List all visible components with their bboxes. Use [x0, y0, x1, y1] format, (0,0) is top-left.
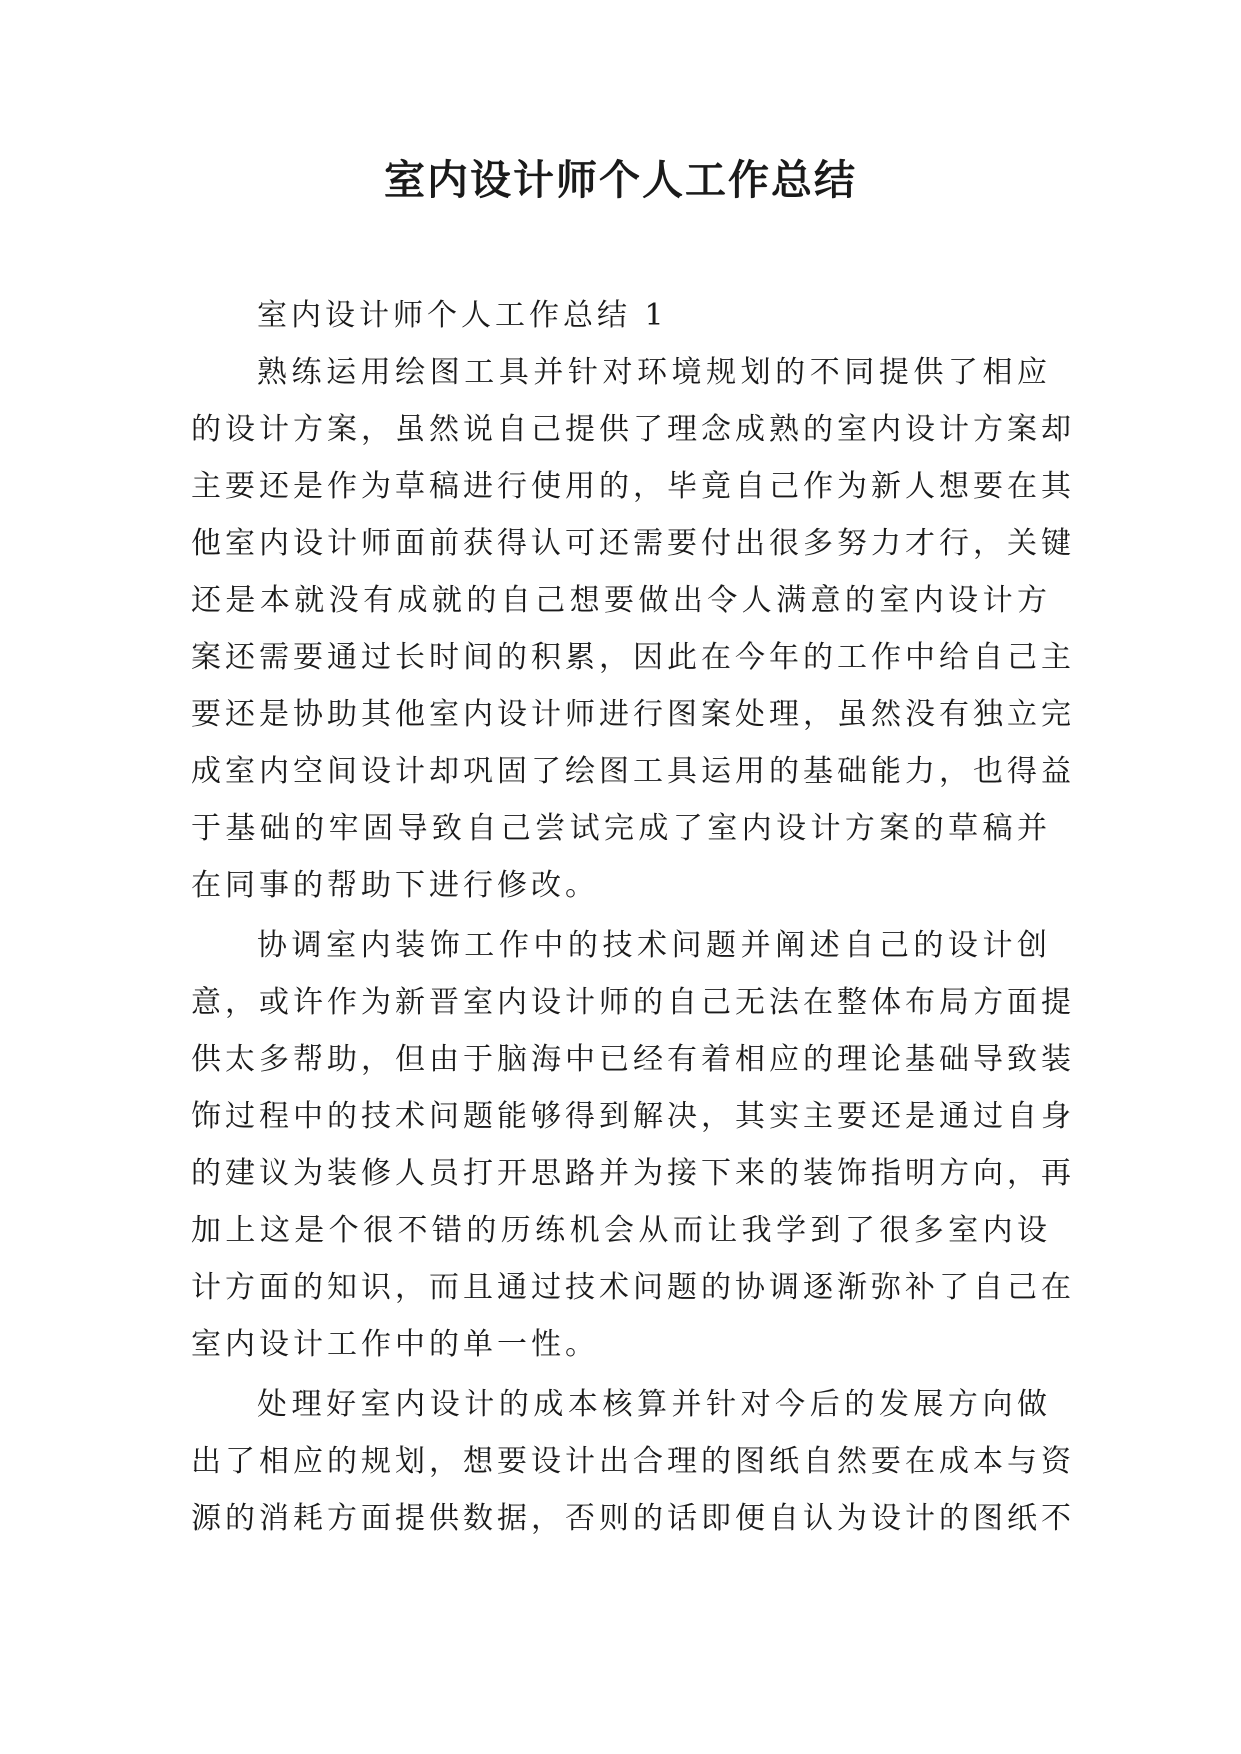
paragraph-line: 计方面的知识，而且通过技术问题的协调逐渐弥补了自己在 [191, 1270, 1075, 1305]
paragraph-line: 案还需要通过长时间的积累，因此在今年的工作中给自己主 [191, 640, 1075, 675]
paragraph-line: 成室内空间设计却巩固了绘图工具运用的基础能力，也得益 [191, 754, 1075, 789]
paragraph-line: 加上这是个很不错的历练机会从而让我学到了很多室内设 [191, 1213, 1051, 1248]
paragraph-line: 的设计方案，虽然说自己提供了理念成熟的室内设计方案却 [191, 412, 1075, 447]
paragraph-line: 供太多帮助，但由于脑海中已经有着相应的理论基础导致装 [191, 1042, 1075, 1077]
paragraph-line: 饰过程中的技术问题能够得到解决，其实主要还是通过自身 [191, 1099, 1075, 1134]
paragraph-line: 的建议为装修人员打开思路并为接下来的装饰指明方向，再 [191, 1156, 1075, 1191]
paragraph-line: 他室内设计师面前获得认可还需要付出很多努力才行，关键 [191, 526, 1075, 561]
paragraph-line: 熟练运用绘图工具并针对环境规划的不同提供了相应 [257, 355, 1051, 390]
paragraph-line: 于基础的牢固导致自己尝试完成了室内设计方案的草稿并 [191, 811, 1051, 846]
paragraph-line: 处理好室内设计的成本核算并针对今后的发展方向做 [257, 1387, 1051, 1422]
paragraph-line: 室内设计工作中的单一性。 [191, 1327, 599, 1362]
paragraph-line: 主要还是作为草稿进行使用的，毕竟自己作为新人想要在其 [191, 469, 1075, 504]
paragraph-line: 要还是协助其他室内设计师进行图案处理，虽然没有独立完 [191, 697, 1075, 732]
paragraph-line: 出了相应的规划，想要设计出合理的图纸自然要在成本与资 [191, 1444, 1075, 1479]
paragraph-line: 源的消耗方面提供数据，否则的话即便自认为设计的图纸不 [191, 1501, 1075, 1536]
paragraph-line: 在同事的帮助下进行修改。 [191, 868, 599, 903]
document-title: 室内设计师个人工作总结 [384, 156, 857, 204]
paragraph-1 [191, 344, 1075, 914]
document-body [191, 287, 1075, 1550]
paragraph-line: 协调室内装饰工作中的技术问题并阐述自己的设计创 [257, 928, 1051, 963]
paragraph-3 [191, 1376, 1075, 1547]
paragraph-line: 意，或许作为新晋室内设计师的自己无法在整体布局方面提 [191, 985, 1075, 1020]
paragraph-line: 还是本就没有成就的自己想要做出令人满意的室内设计方 [191, 583, 1051, 618]
section-heading: 室内设计师个人工作总结 1 [257, 298, 668, 333]
paragraph-2 [191, 917, 1075, 1373]
